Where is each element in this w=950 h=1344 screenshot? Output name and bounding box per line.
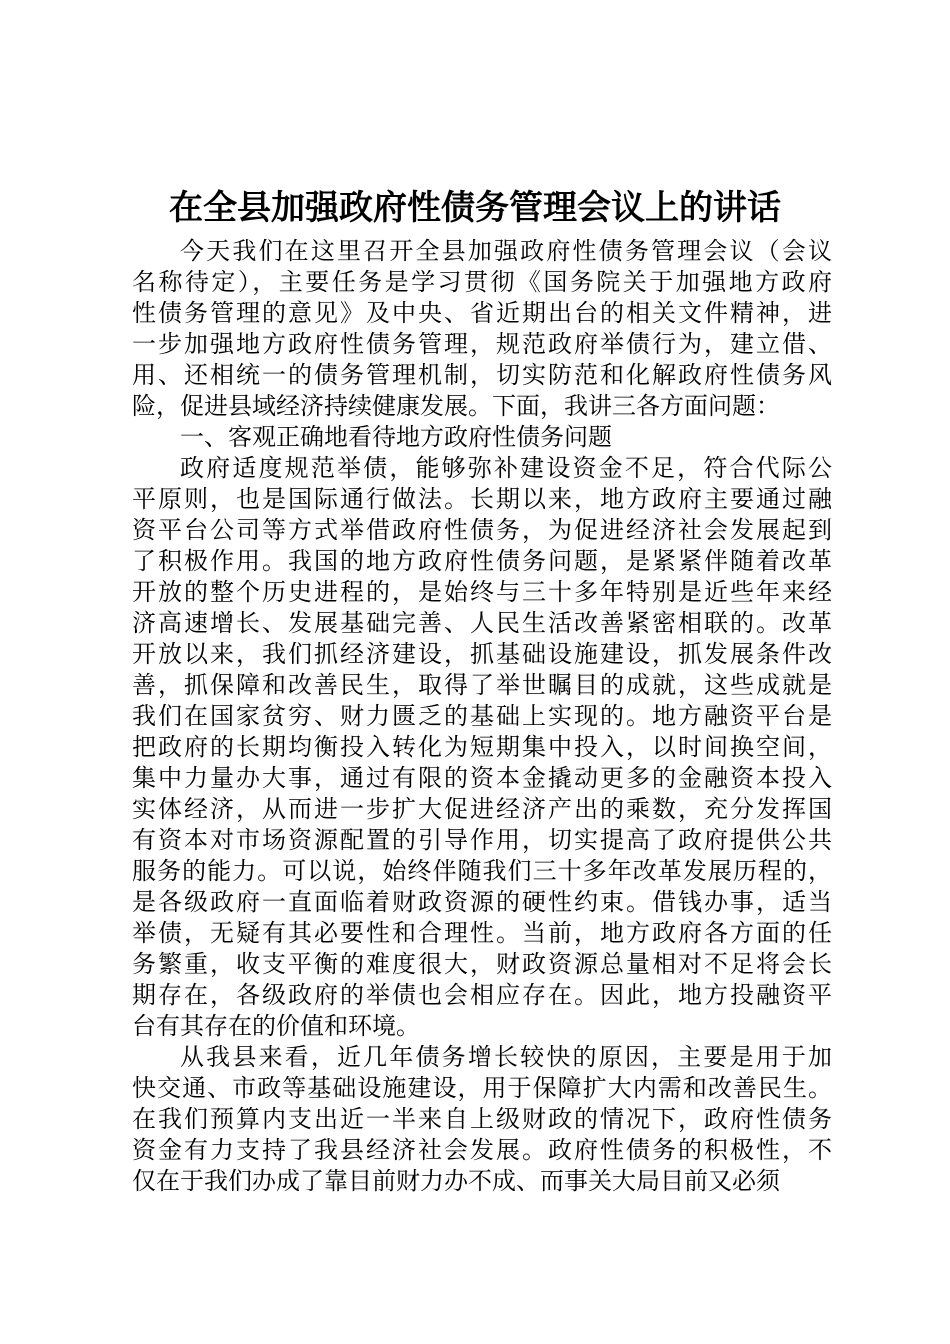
paragraph-line: 务繁重，收支平衡的难度很大，财政资源总量相对不足将会长 [132,950,832,978]
paragraph-line: 台有其存在的价值和环境。 [132,1012,420,1040]
paragraph-line: 用、还相统一的债务管理机制，切实防范和化解政府性债务风 [132,361,832,389]
paragraph-line: 实体经济，从而进一步扩大促进经济产出的乘数，充分发挥国 [132,795,832,823]
paragraph-line: 济高速增长、发展基础完善、人民生活改善紧密相联的。改革 [132,609,832,637]
paragraph-line: 把政府的长期均衡投入转化为短期集中投入，以时间换空间， [132,733,832,761]
paragraph-line: 一步加强地方政府性债务管理，规范政府举债行为，建立借、 [132,330,832,358]
paragraph-line: 险，促进县域经济持续健康发展。下面，我讲三各方面问题： [132,392,780,420]
paragraph-line: 名称待定），主要任务是学习贯彻《国务院关于加强地方政府 [132,268,832,296]
paragraph-line: 仅在于我们办成了靠目前财力办不成、而事关大局目前又必须 [132,1167,780,1195]
paragraph [132,453,832,1042]
paragraph-line: 了积极作用。我国的地方政府性债务问题，是紧紧伴随着改革 [132,547,832,575]
paragraph-line: 资平台公司等方式举借政府性债务，为促进经济社会发展起到 [132,516,832,544]
paragraph-line: 是各级政府一直面临着财政资源的硬性约束。借钱办事，适当 [132,888,832,916]
paragraph [132,236,832,422]
document-body [132,236,832,1197]
paragraph-line: 平原则，也是国际通行做法。长期以来，地方政府主要通过融 [132,485,832,513]
paragraph-line: 善，抓保障和改善民生，取得了举世瞩目的成就，这些成就是 [132,671,832,699]
paragraph-line: 举债，无疑有其必要性和合理性。当前，地方政府各方面的任 [132,919,832,947]
paragraph-line: 开放的整个历史进程的，是始终与三十多年特别是近些年来经 [132,578,832,606]
paragraph-line: 政府适度规范举债，能够弥补建设资金不足，符合代际公 [180,454,832,482]
paragraph [132,1042,832,1197]
document-title: 在全县加强政府性债务管理会议上的讲话 [169,188,781,228]
paragraph-line: 有资本对市场资源配置的引导作用，切实提高了政府提供公共 [132,826,832,854]
paragraph-line: 性债务管理的意见》及中央、省近期出台的相关文件精神，进 [132,299,832,327]
paragraph-line: 服务的能力。可以说，始终伴随我们三十多年改革发展历程的， [132,857,832,885]
paragraph-line: 从我县来看，近几年债务增长较快的原因，主要是用于加 [180,1043,832,1071]
paragraph-line: 今天我们在这里召开全县加强政府性债务管理会议（会议 [180,237,832,265]
paragraph-line: 集中力量办大事，通过有限的资本金撬动更多的金融资本投入 [132,764,832,792]
paragraph-line: 我们在国家贫穷、财力匮乏的基础上实现的。地方融资平台是 [132,702,832,730]
paragraph-line: 期存在，各级政府的举债也会相应存在。因此，地方投融资平 [132,981,832,1009]
paragraph [132,422,832,453]
paragraph-line: 快交通、市政等基础设施建设，用于保障扩大内需和改善民生。 [132,1074,832,1102]
paragraph-line: 一、客观正确地看待地方政府性债务问题 [180,423,612,451]
paragraph-line: 资金有力支持了我县经济社会发展。政府性债务的积极性，不 [132,1136,832,1164]
paragraph-line: 在我们预算内支出近一半来自上级财政的情况下，政府性债务 [132,1105,832,1133]
paragraph-line: 开放以来，我们抓经济建设，抓基础设施建设，抓发展条件改 [132,640,832,668]
